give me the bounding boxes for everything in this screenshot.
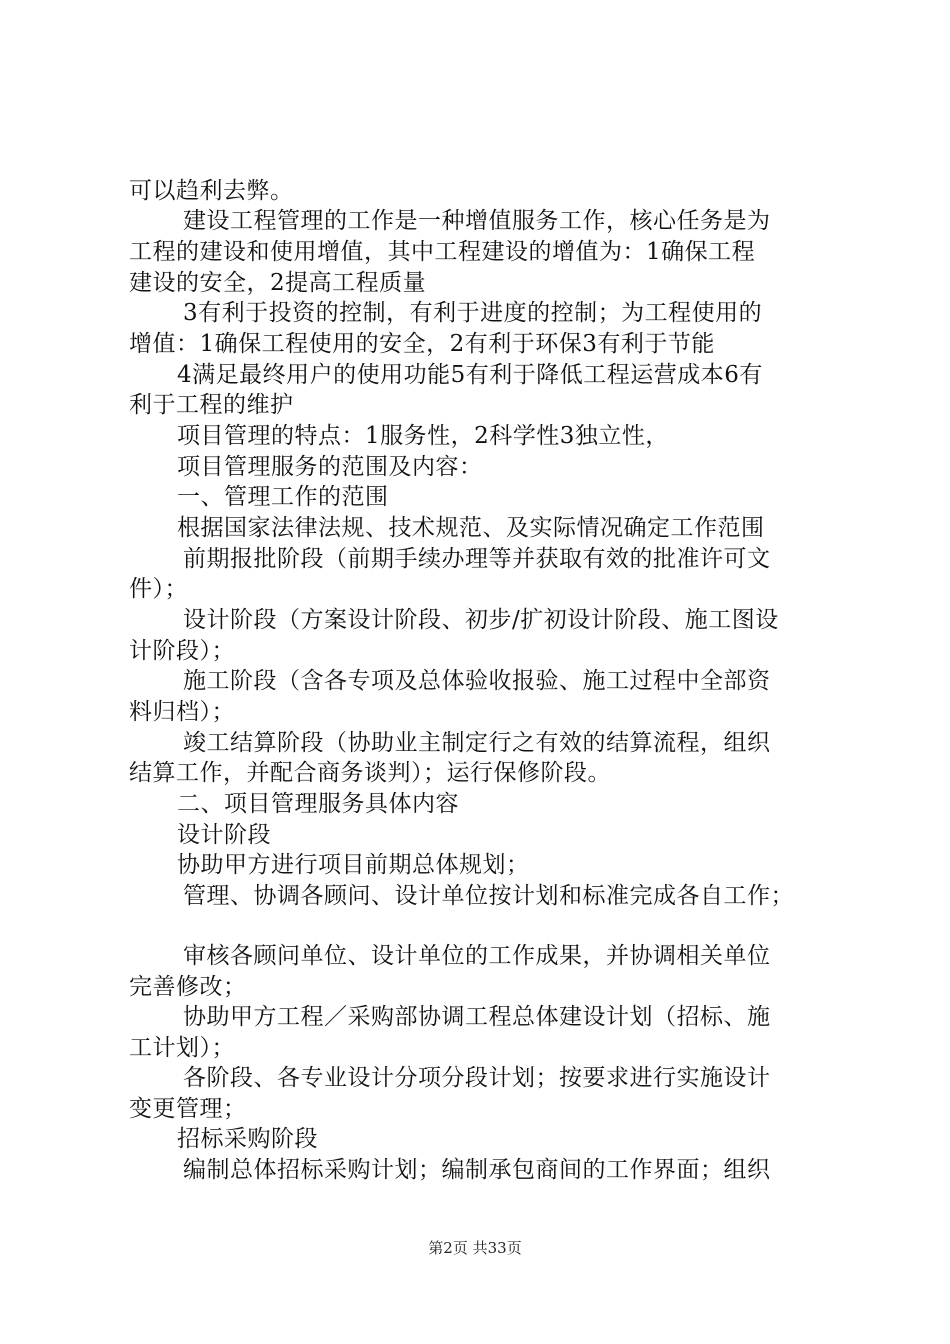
text-line: 结算工作，并配合商务谈判）；运行保修阶段。 <box>129 760 611 786</box>
text-line: 可以趋利去弊。 <box>129 178 294 204</box>
text-line: 件）； <box>129 576 188 602</box>
text-line: 工程的建设和使用增值，其中工程建设的增值为：1确保工程 <box>129 239 756 265</box>
text-line: 增值：1确保工程使用的安全，2有利于环保3有利于节能 <box>129 331 715 357</box>
text-line: 料归档）； <box>129 699 235 725</box>
text-line: 设计阶段（方案设计阶段、初步/扩初设计阶段、施工图设 <box>183 607 779 633</box>
text-line: 建设工程管理的工作是一种增值服务工作，核心任务是为 <box>183 208 771 234</box>
text-line: 招标采购阶段 <box>177 1126 318 1152</box>
page-footer: 第2页 共33页 <box>428 1239 522 1257</box>
text-line: 利于工程的维护 <box>129 392 294 418</box>
section-heading: 二、项目管理服务具体内容 <box>177 791 459 817</box>
text-line: 施工阶段（含各专项及总体验收报验、施工过程中全部资 <box>183 668 771 694</box>
text-line: 项目管理的特点：1服务性，2科学性3独立性， <box>177 423 669 449</box>
text-line: 协助甲方进行项目前期总体规划； <box>177 852 530 878</box>
text-line: 4满足最终用户的使用功能5有利于降低工程运营成本6有 <box>177 362 763 388</box>
text-line: 工计划）； <box>129 1035 235 1061</box>
text-line: 编制总体招标采购计划；编制承包商间的工作界面；组织 <box>183 1157 771 1183</box>
text-line: 变更管理； <box>129 1096 247 1122</box>
text-line: 设计阶段 <box>177 822 271 848</box>
section-heading: 一、管理工作的范围 <box>177 484 389 510</box>
text-line: 竣工结算阶段（协助业主制定行之有效的结算流程，组织 <box>183 730 771 756</box>
text-line: 前期报批阶段（前期手续办理等并获取有效的批准许可文 <box>183 546 771 572</box>
text-line: 审核各顾问单位、设计单位的工作成果，并协调相关单位 <box>183 943 771 969</box>
text-line: 计阶段）； <box>129 638 235 664</box>
text-line: 完善修改； <box>129 974 247 1000</box>
text-line: 根据国家法律法规、技术规范、及实际情况确定工作范围 <box>177 515 765 541</box>
text-line: 各阶段、各专业设计分项分段计划；按要求进行实施设计 <box>183 1065 771 1091</box>
text-line: 协助甲方工程／采购部协调工程总体建设计划（招标、施 <box>183 1004 771 1030</box>
text-line: 项目管理服务的范围及内容： <box>177 454 483 480</box>
text-line: 管理、协调各顾问、设计单位按计划和标准完成各自工作； <box>183 883 794 909</box>
text-line: 3有利于投资的控制，有利于进度的控制；为工程使用的 <box>183 300 763 326</box>
text-line: 建设的安全，2提高工程质量 <box>129 270 427 296</box>
